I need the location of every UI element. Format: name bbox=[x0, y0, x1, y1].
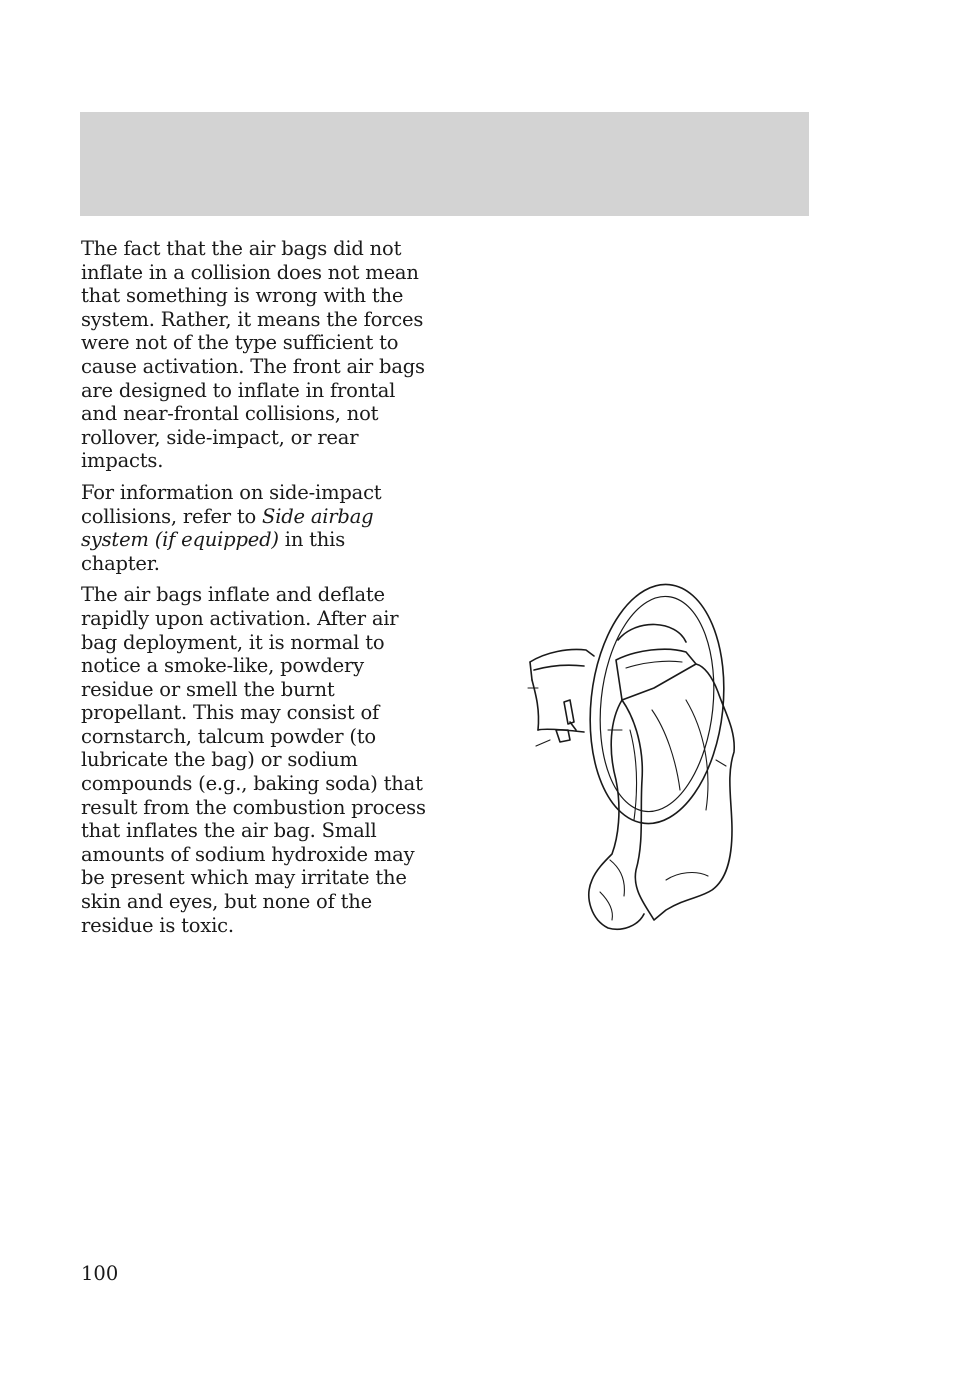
paragraph-deployment-residue: The air bags inflate and deflate rapidly upon activation. After air bag deployment, it is normal to notice a smoke-like, powdery residue or smell the burnt propellant. This may consist of cornstarch, talcum powder (to lubricate the bag) or sodium compounds (e.g., baking soda) that result from the combustion process that inflates the air bag. Small amounts of sodium hydroxide may be present which may irritate the skin and eyes, but none of the residue is toxic. bbox=[81, 583, 426, 937]
steering-wheel-rim bbox=[579, 580, 735, 830]
deflated-airbag bbox=[622, 664, 734, 920]
page-number: 100 bbox=[81, 1262, 119, 1285]
side-impact-text-before: For information on side-impact collisions, refer to bbox=[81, 480, 382, 528]
paragraph-side-impact-reference bbox=[81, 481, 429, 575]
column-stalk bbox=[556, 730, 570, 742]
body-text bbox=[81, 237, 429, 945]
paragraph-airbags-not-inflating: The fact that the air bags did not inflate in a collision does not mean that something is wrong with the system. Rather, it means the forces were not of the type sufficient to cause activation. The front air bags are designed to inflate in frontal and near-frontal collisions, not rollover, side-impact, or rear impacts. bbox=[81, 237, 425, 473]
side-airbag-reference: Side airbag system (if equipped) bbox=[81, 504, 374, 552]
deflated-airbag-steering-wheel-illustration bbox=[526, 580, 740, 936]
section-header-band bbox=[80, 112, 809, 216]
airbag-flap bbox=[616, 649, 696, 700]
side-impact-text-after: in this chapter. bbox=[81, 528, 346, 575]
dashboard-outline bbox=[530, 650, 594, 663]
